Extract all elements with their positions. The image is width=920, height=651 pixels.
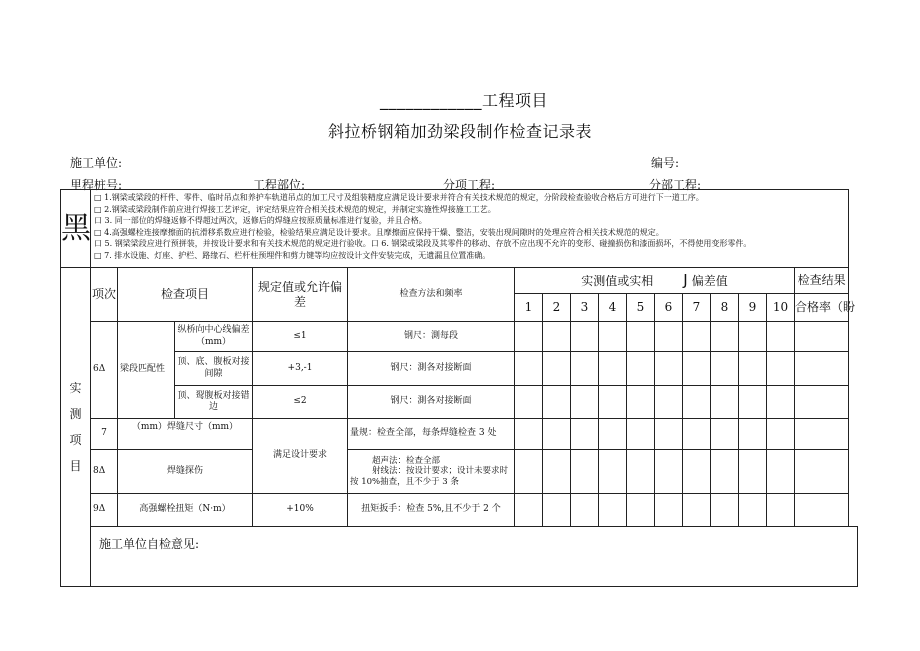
point-2: 2 bbox=[543, 294, 571, 322]
row-6c-spec: ≤2 bbox=[253, 386, 348, 419]
row-6a-spec: ≤1 bbox=[253, 322, 348, 352]
station-label: 里程桩号: bbox=[70, 178, 123, 192]
point-1: 1 bbox=[515, 294, 543, 322]
row-8-item: 焊缝探伤 bbox=[118, 450, 253, 494]
row-6b-spec: +3,-1 bbox=[253, 352, 348, 386]
row-6a-item: 纵桥向中心线偏差（mm） bbox=[175, 322, 253, 352]
row-8-seq: 8Δ bbox=[91, 450, 118, 494]
point-7: 7 bbox=[683, 294, 711, 322]
point-10: 10 bbox=[767, 294, 795, 322]
col-seq: 项次 bbox=[91, 268, 118, 322]
sub-part-label: 分部工程: bbox=[649, 178, 702, 192]
notes-symbol: 黑 bbox=[61, 190, 91, 268]
contractor-label: 施工单位: bbox=[70, 156, 123, 170]
col-result: 检查结果 bbox=[795, 268, 849, 294]
row-6-seq: 6Δ bbox=[91, 322, 118, 419]
project-title: ____________工程项目 bbox=[380, 91, 549, 110]
sub-item-label: 分项工程: bbox=[443, 178, 496, 192]
point-5: 5 bbox=[627, 294, 655, 322]
note-1: □ 1.钢梁或梁段的杆件、零件、临时吊点和养护车轨道吊点的加工尺寸及组装精度应满足设计要求并符合有关技术规范的规定，分阶段检查验收合格后方可进行下一道工序。 bbox=[94, 193, 704, 202]
pass-rate: 合格率（盼 bbox=[795, 294, 849, 322]
row-9-method: 扭矩扳手：检查 5%,且不少于 2 个 bbox=[348, 494, 515, 527]
point-8: 8 bbox=[711, 294, 739, 322]
row-9-seq: 9Δ bbox=[91, 494, 118, 527]
inspection-table bbox=[60, 189, 858, 587]
col-item: 检查项目 bbox=[118, 268, 253, 322]
note-4: □ 4.高强螺栓连接摩擦面的抗滑移系数应进行检验，检验结果应满足设计要求。且摩擦面应保持干燥、整洁，安装出现间隙时的处理应符合相关技术规范的规定。 bbox=[94, 227, 664, 237]
note-6: □ 7. 排水设施、灯座、护栏、路缘石、栏杆柱预埋件和剪力键等均应按设计文件安装完成，无遗漏且位置准确。 bbox=[94, 250, 491, 260]
row-7-method: 量规：检查全部，每条焊缝检查 3 处 bbox=[348, 419, 515, 450]
row-6b-item: 顶、底、腹板对接间隙 bbox=[175, 352, 253, 386]
note-3: 口 3. 同一部位的焊缝返修不得超过两次，返修后的焊缝应按原质量标准进行复验，并且合格。 bbox=[94, 216, 427, 225]
point-3: 3 bbox=[571, 294, 599, 322]
note-2: □ 2.钢梁或梁段制作前应进行焊接工艺评定，评定结果应符合相关技术规范的规定，并制定实施性焊接施工工艺。 bbox=[94, 204, 496, 214]
point-4: 4 bbox=[599, 294, 627, 322]
row-7-item: （mm）焊缝尺寸（mm） bbox=[118, 419, 253, 450]
col-measured: 实测值或实相 J 偏差值 bbox=[515, 268, 795, 294]
row-6c-item: 顶、䴕腹板对接错边 bbox=[175, 386, 253, 419]
row-6c-method: 钢尺：測各对接断面 bbox=[348, 386, 515, 419]
row-9-item: 高强螺栓扭矩（N·m） bbox=[118, 494, 253, 527]
row-9-spec: +10% bbox=[253, 494, 348, 527]
row-6-item: 梁段匹配性 bbox=[118, 322, 175, 419]
row-6a-method: 钢尺：測每段 bbox=[348, 322, 515, 352]
section-label: 工程部位: bbox=[253, 178, 306, 192]
self-check-opinion: 施工单位自检意见: bbox=[91, 527, 858, 587]
col-spec: 规定值或允许偏差 bbox=[253, 268, 348, 322]
col-method: 检查方法和频率 bbox=[348, 268, 515, 322]
number-label: 编号: bbox=[651, 156, 680, 170]
measured-items-label: 实 测 项 目 bbox=[61, 268, 91, 587]
basic-requirements bbox=[91, 190, 849, 268]
form-title: 斜拉桥钢箱加劲梁段制作检查记录表 bbox=[328, 122, 593, 141]
point-6: 6 bbox=[655, 294, 683, 322]
row-6b-method: 钢尺：測各对接断面 bbox=[348, 352, 515, 386]
row-7-seq: 7 bbox=[91, 419, 118, 450]
point-9: 9 bbox=[739, 294, 767, 322]
row-8-method: 超声法：检查全部 射线法：按设计要求；设计未要求时 按 10%抽查，且不少于 3 条 bbox=[348, 450, 515, 494]
weld-spec: 满足设计要求 bbox=[253, 419, 348, 494]
note-5: 口 5. 钢梁梁段应进行预拼装，并按设计要求和有关技术规范的规定进行验收。口 6. 钢梁或梁段及其零件的移动、存放不应出现不允许的变形、碰撞损伤和漆面损坏，不得使用变形零件。 bbox=[94, 239, 752, 248]
